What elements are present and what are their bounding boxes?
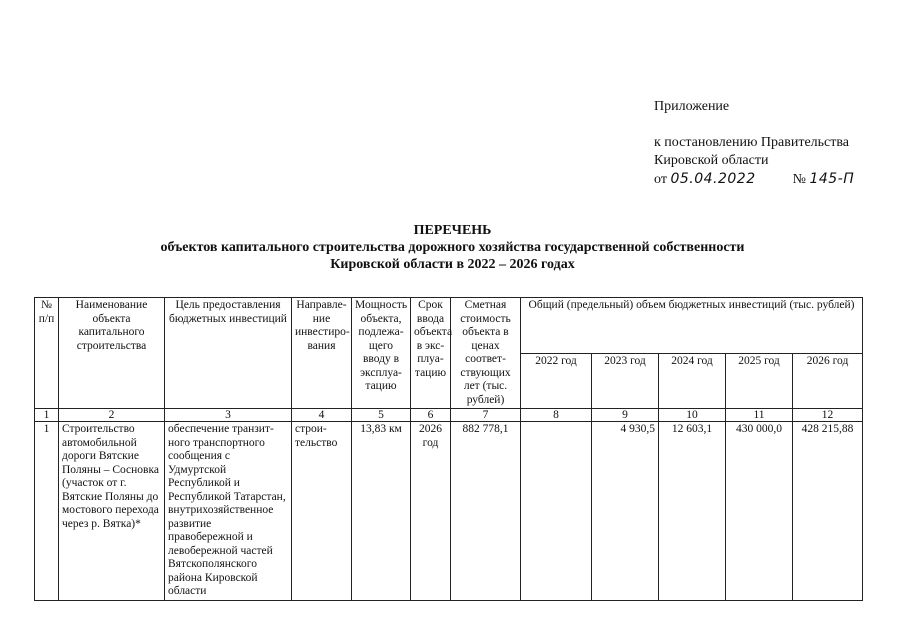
title-line3: Кировской области в 2022 – 2026 годах: [330, 257, 575, 272]
appendix-date-line: [654, 170, 854, 189]
appendix-block: [654, 98, 854, 189]
date-prefix: от: [654, 172, 667, 187]
title-heading: ПЕРЕЧЕНЬ: [413, 223, 492, 238]
header-year-2023: 2023 год: [592, 353, 659, 409]
row-2026: 428 215,88: [793, 422, 863, 601]
row-purpose: обеспечение транзит- ного транспортного сообщения с Удмуртской Республикой и Республикой Татарстан, внутрихозяйственное развитие правобережной и левобережной частей Вятскополянского района Кировской области: [165, 422, 292, 601]
date-value: 05.04.2022: [670, 171, 756, 187]
title-line2: объектов капитального строительства дорожного хозяйства государственной собственности: [160, 240, 745, 255]
header-num: № п/п: [35, 298, 59, 409]
row-num: 1: [35, 422, 59, 601]
investment-table: [34, 297, 863, 601]
col-number: 5: [352, 409, 411, 422]
header-investments: Общий (предельный) объем бюджетных инвестиций (тыс. рублей): [521, 298, 863, 354]
col-number: 10: [659, 409, 726, 422]
header-direction: Направле- ние инвестиро- вания: [292, 298, 352, 409]
col-number: 4: [292, 409, 352, 422]
header-year-2025: 2025 год: [726, 353, 793, 409]
header-year-2022: 2022 год: [521, 353, 592, 409]
appendix-line1: к постановлению Правительства: [654, 135, 850, 150]
column-numbers-row: [35, 409, 863, 422]
number-prefix: №: [792, 172, 806, 187]
row-2024: 12 603,1: [659, 422, 726, 601]
appendix-label: Приложение: [654, 99, 730, 114]
col-number: 1: [35, 409, 59, 422]
col-number: 9: [592, 409, 659, 422]
col-number: 2: [59, 409, 165, 422]
col-number: 12: [793, 409, 863, 422]
row-name: Строительство автомобильной дороги Вятские Поляны – Сосновка (участок от г. Вятские Поляны до мостового перехода через р. Вятка)*: [59, 422, 165, 601]
header-capacity: Мощность объекта, подлежа- щего вводу в эксплуа- тацию: [352, 298, 411, 409]
col-number: 11: [726, 409, 793, 422]
row-term: 2026 год: [411, 422, 451, 601]
row-2023: 4 930,5: [592, 422, 659, 601]
header-row-1: [35, 298, 863, 354]
document-title: [0, 222, 905, 273]
col-number: 8: [521, 409, 592, 422]
row-2025: 430 000,0: [726, 422, 793, 601]
header-purpose: Цель предоставления бюджетных инвестиций: [165, 298, 292, 409]
row-direction: строи- тельство: [292, 422, 352, 601]
row-2022: [521, 422, 592, 601]
row-cost: 882 778,1: [451, 422, 521, 601]
number-value: 145-П: [809, 171, 855, 187]
table-row: [35, 422, 863, 601]
header-term: Срок ввода объекта в экс- плуа- тацию: [411, 298, 451, 409]
header-year-2026: 2026 год: [793, 353, 863, 409]
header-name: Наименование объекта капитального строительства: [59, 298, 165, 409]
row-capacity: 13,83 км: [352, 422, 411, 601]
header-year-2024: 2024 год: [659, 353, 726, 409]
col-number: 6: [411, 409, 451, 422]
appendix-line2: Кировской области: [654, 153, 769, 168]
col-number: 3: [165, 409, 292, 422]
col-number: 7: [451, 409, 521, 422]
header-cost: Сметная стоимость объекта в ценах соответ- ствующих лет (тыс. рублей): [451, 298, 521, 409]
